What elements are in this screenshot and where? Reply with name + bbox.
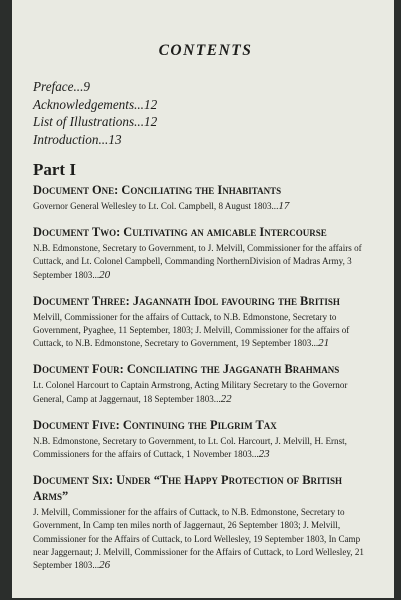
document-title: Document One: Conciliating the Inhabitants bbox=[33, 183, 282, 197]
document-description bbox=[33, 311, 378, 351]
page-number: 21 bbox=[318, 337, 330, 350]
document-desc-text: Lt. Colonel Harcourt to Captain Armstrong, Acting Military Secretary to the Governor General, Camp at Jaggernaut, 18 September 1803... bbox=[33, 380, 348, 404]
part-heading: Part I bbox=[33, 160, 76, 179]
document-title: Document Two: Cultivating an amicable Intercourse bbox=[33, 225, 327, 240]
page-number: 20 bbox=[99, 268, 111, 281]
document-desc-text: N.B. Edmonstone, Secretary to Government, to J. Melvill, Commissioner for the affairs of Cuttack, and Lt. Colonel Campbell, Commanding NorthernDivision of Madras Army, 3 September 1803... bbox=[33, 243, 362, 280]
document-description bbox=[33, 379, 378, 405]
page-number: 22 bbox=[220, 392, 232, 405]
document-title: Document Five: Continuing the Pilgrim Tax bbox=[33, 417, 277, 432]
document-desc-text: Governor General Wellesley to Lt. Col. Campbell, 8 August 1803... bbox=[33, 201, 279, 211]
document-entry-six bbox=[33, 472, 378, 572]
document-entry-two bbox=[33, 224, 378, 282]
front-matter-item bbox=[33, 96, 378, 114]
document-description bbox=[33, 200, 378, 213]
page-number: 12 bbox=[144, 114, 158, 129]
document-desc-text: N.B. Edmonstone, Secretary to Government, to Lt. Col. Harcourt, J. Melvill, H. Ernst, Commissioners for the affairs of Cuttack, 1 November 1803... bbox=[33, 435, 347, 460]
page-number: 26 bbox=[99, 559, 111, 572]
document-desc-text: J. Melvill, Commissioner for the affairs of Cuttack, to N.B. Edmonstone, Secretary to Government, In Camp ten miles north of Jaggernaut, 26 September 1803; J. Melvill, Commissioner for the Affairs of Cuttack, to Lord Wellesley, 19 September 1803, In Camp near Jaggernaut; J. Melvill, Commissioner for the Affairs of Cuttack, to Lord Wellesley, 21 September 1803... bbox=[33, 507, 364, 571]
page-number: 23 bbox=[258, 448, 270, 461]
front-matter-item bbox=[33, 113, 378, 131]
document-description bbox=[33, 435, 378, 461]
page-number: 12 bbox=[143, 96, 158, 112]
book-page bbox=[12, 0, 394, 598]
document-description bbox=[33, 506, 378, 572]
front-matter-item bbox=[33, 131, 378, 149]
document-title: Document Four: Conciliating the Jagganath Brahmans bbox=[33, 362, 340, 377]
front-matter-label: Introduction... bbox=[33, 131, 109, 147]
document-entry-three bbox=[33, 293, 378, 351]
page-number: 13 bbox=[108, 131, 122, 147]
document-entry-four bbox=[33, 361, 378, 405]
front-matter-label: List of Illustrations... bbox=[33, 114, 145, 129]
front-matter-list bbox=[33, 78, 378, 148]
page-number: 9 bbox=[83, 79, 90, 94]
front-matter-item bbox=[33, 78, 378, 96]
document-title: Document Three: Jagannath Idol favouring the British bbox=[33, 293, 340, 308]
document-entry-one bbox=[33, 182, 378, 213]
front-matter-label: Preface... bbox=[33, 79, 84, 94]
page-number: 17 bbox=[278, 200, 290, 212]
document-description bbox=[33, 242, 378, 282]
page-title: CONTENTS bbox=[158, 42, 253, 59]
document-title: Document Six: Under “The Happy Protection of British Arms” bbox=[33, 473, 343, 504]
document-desc-text: Melvill, Commissioner for the affairs of Cuttack, to N.B. Edmonstone, Secretary to Government, Pyaghee, 11 September, 1803; J. Melvill, Commissioner for the affairs of Cuttack, to N.B. Edmonstone, Secretary to Government, 19 September 1803... bbox=[33, 311, 350, 349]
document-entry-five bbox=[33, 417, 378, 461]
front-matter-label: Acknowledgements... bbox=[33, 96, 144, 112]
